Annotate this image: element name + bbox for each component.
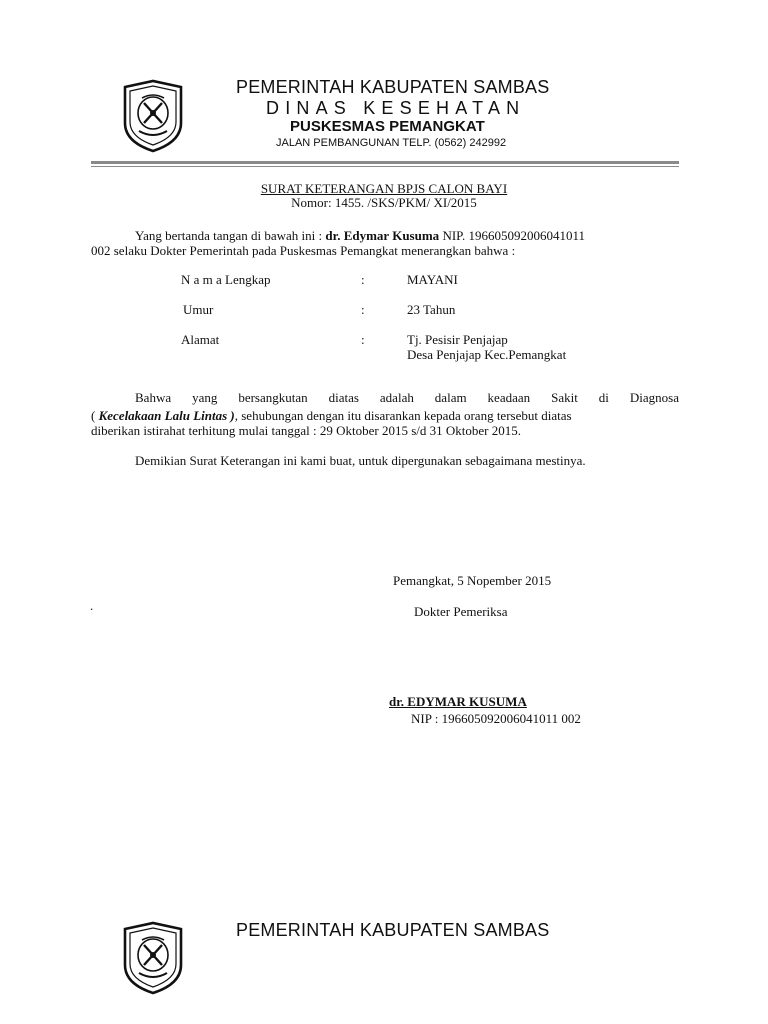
- paragraph-1-line-2: [91, 408, 572, 423]
- intro-nip: NIP. 196605092006041011: [439, 228, 585, 243]
- letterhead-divider-thin: [91, 166, 679, 167]
- diagnosis: Kecelakaan Lalu Lintas ): [98, 408, 235, 423]
- paragraph-1-line-3: diberikan istirahat terhitung mulai tanggal : 29 Oktober 2015 s/d 31 Oktober 2015.: [91, 423, 522, 438]
- intro-line-2: 002 selaku Dokter Pemerintah pada Puskesmas Pemangkat menerangkan bahwa :: [91, 243, 516, 258]
- diagnosis-open-paren: (: [91, 408, 99, 423]
- letterhead-divider-thick: [91, 161, 679, 164]
- name-value: MAYANI: [407, 272, 458, 287]
- age-value: 23 Tahun: [407, 302, 456, 317]
- address-colon: :: [361, 332, 365, 347]
- address-line-1: Tj. Pesisir Penjajap: [407, 332, 508, 347]
- paragraph-1-line-1: Bahwa yang bersangkutan diatas adalah dalam keadaan Sakit di Diagnosa: [135, 390, 679, 405]
- letterhead-office: DINAS KESEHATAN: [266, 98, 526, 118]
- stray-dot: .: [90, 598, 94, 613]
- age-label: Umur: [183, 302, 214, 317]
- address-label: Alamat: [181, 332, 220, 347]
- place-date: Pemangkat, 5 Nopember 2015: [393, 573, 552, 588]
- letterhead-unit: PUSKESMAS PEMANGKAT: [290, 118, 485, 135]
- intro-prefix: Yang bertanda tangan di bawah ini :: [135, 228, 326, 243]
- document-title: SURAT KETERANGAN BPJS CALON BAYI: [260, 181, 508, 196]
- address-line-2: Desa Penjajap Kec.Pemangkat: [407, 347, 567, 362]
- paragraph-2: Demikian Surat Keterangan ini kami buat, untuk dipergunakan sebagaimana mestinya.: [135, 453, 586, 468]
- signer-role: Dokter Pemeriksa: [414, 604, 508, 619]
- name-colon: :: [361, 272, 365, 287]
- age-colon: :: [361, 302, 365, 317]
- paragraph-1-line-2-rest: , sehubungan dengan itu disarankan kepada orang tersebut diatas: [234, 408, 572, 423]
- intro-signer-name: dr. Edymar Kusuma: [325, 228, 440, 243]
- next-page-government: PEMERINTAH KABUPATEN SAMBAS: [236, 920, 550, 940]
- signer-name: dr. EDYMAR KUSUMA: [389, 694, 527, 709]
- intro-line-1: [135, 228, 585, 243]
- letterhead-address: JALAN PEMBANGUNAN TELP. (0562) 242992: [276, 137, 507, 149]
- regency-emblem-logo: [122, 79, 184, 153]
- document-number: Nomor: 1455. /SKS/PKM/ XI/2015: [291, 195, 477, 210]
- signer-nip: NIP : 196605092006041011 002: [411, 711, 581, 726]
- letterhead-government: PEMERINTAH KABUPATEN SAMBAS: [236, 77, 550, 97]
- name-label: N a m a Lengkap: [181, 272, 271, 287]
- regency-emblem-logo: [122, 921, 184, 995]
